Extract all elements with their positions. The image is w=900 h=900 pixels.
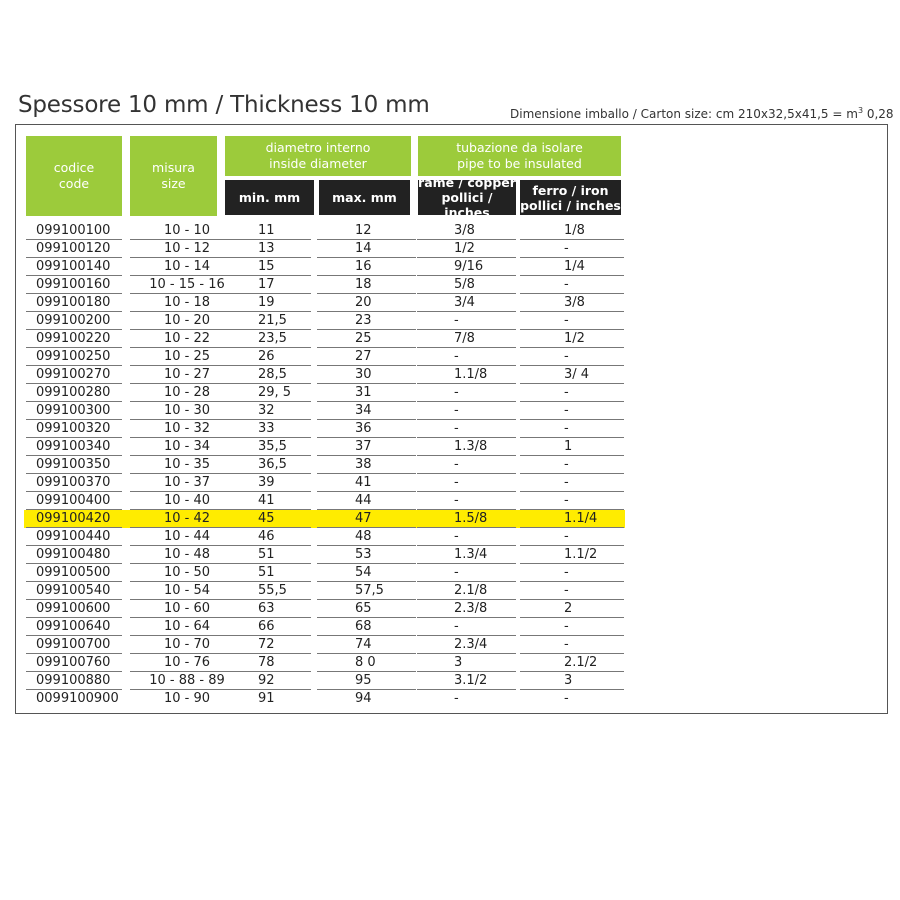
cell-min: 72 [225,636,311,654]
cell-max: 14 [317,240,416,258]
cell-size: 10 - 76 [130,654,244,672]
cell-code: 099100300 [26,402,122,420]
carton-size [510,106,894,121]
header-diameter-en: inside diameter [269,156,367,171]
cell-size: 10 - 54 [130,582,244,600]
cell-iron: - [520,528,624,546]
cell-min: 29, 5 [225,384,311,402]
table-body [26,222,626,708]
carton-size-prefix: Dimensione imballo / Carton size: cm 210x32,5x41,5 = m [510,107,858,121]
cell-min: 35,5 [225,438,311,456]
cell-min: 91 [258,691,275,706]
cell-max: 16 [317,258,416,276]
cell-code: 099100160 [26,276,122,294]
cell-max: 23 [317,312,416,330]
cell-code: 099100270 [26,366,122,384]
table-row [26,312,626,330]
cell-min: 28,5 [225,366,311,384]
cell-max: 38 [317,456,416,474]
cell-copper: 7/8 [417,330,516,348]
cell-code: 099100600 [26,600,122,618]
cell-copper: - [417,474,516,492]
cell-iron: - [520,276,624,294]
cell-copper: - [417,312,516,330]
cell-max: 68 [317,618,416,636]
cell-max: 18 [317,276,416,294]
table-row [26,510,626,528]
cell-size: 10 - 48 [130,546,244,564]
cell-iron: 3/8 [520,294,624,312]
cell-min: 23,5 [225,330,311,348]
cell-size: 10 - 28 [130,384,244,402]
cell-code: 099100120 [26,240,122,258]
cell-code: 099100500 [26,564,122,582]
cell-copper: 2.1/8 [417,582,516,600]
cell-iron: - [520,582,624,600]
cell-copper: - [417,492,516,510]
cell-size: 10 - 25 [130,348,244,366]
cell-max: 37 [317,438,416,456]
cell-max: 95 [317,672,416,690]
cell-max: 65 [317,600,416,618]
table-row [26,276,626,294]
cell-min: 32 [225,402,311,420]
header-iron-2: pollici / inches [520,197,621,213]
header-copper-2: pollici / inches [441,190,493,220]
cell-code: 099100200 [26,312,122,330]
cell-min: 46 [225,528,311,546]
cell-size: 10 - 20 [130,312,244,330]
cell-iron: 3/ 4 [520,366,624,384]
cell-code: 099100760 [26,654,122,672]
cell-code: 099100280 [26,384,122,402]
table-row [26,690,626,708]
cell-code: 099100400 [26,492,122,510]
cell-size: 10 - 64 [130,618,244,636]
cell-min: 13 [225,240,311,258]
header-size-en: size [161,176,186,191]
header-iron [520,180,621,215]
cell-min: 26 [225,348,311,366]
table-row [26,330,626,348]
cell-copper: - [417,384,516,402]
cell-copper: 1.3/8 [417,438,516,456]
cell-code: 099100440 [26,528,122,546]
cell-copper: 3.1/2 [417,672,516,690]
table-row [26,654,626,672]
cell-size: 10 - 37 [130,474,244,492]
cell-max: 30 [317,366,416,384]
page-title: Spessore 10 mm / Thickness 10 mm [18,92,430,118]
cell-iron: 1/4 [520,258,624,276]
cell-min: 39 [225,474,311,492]
cell-copper: 3 [417,654,516,672]
cell-max: 74 [317,636,416,654]
carton-size-value: 0,28 [863,107,894,121]
cell-code: 0099100900 [36,691,119,706]
cell-size: 10 - 42 [130,510,244,528]
cell-code: 099100700 [26,636,122,654]
header-min: min. mm [225,180,314,215]
table-row [26,528,626,546]
cell-iron: - [520,420,624,438]
cell-copper: - [417,348,516,366]
cell-max: 31 [317,384,416,402]
cell-min: 45 [225,510,311,528]
header-code-it: codice [53,160,95,175]
cell-copper: 5/8 [417,276,516,294]
cell-code: 099100250 [26,348,122,366]
cell-copper: - [417,420,516,438]
cell-iron: 1 [520,438,624,456]
cell-min: 41 [225,492,311,510]
table-row [26,600,626,618]
header-inside-diameter [225,136,411,176]
cell-copper: 1.1/8 [417,366,516,384]
cell-iron: 3 [520,672,624,690]
cell-iron: - [520,456,624,474]
cell-size: 10 - 88 - 89 [130,672,244,690]
table-row [26,384,626,402]
cell-min: 15 [225,258,311,276]
cell-code: 099100370 [26,474,122,492]
cell-max: 34 [317,402,416,420]
cell-copper: 3/8 [417,222,516,240]
cell-min: 63 [225,600,311,618]
cell-copper: - [417,618,516,636]
table-row [26,546,626,564]
table-row [26,438,626,456]
cell-min: 21,5 [225,312,311,330]
cell-min: 92 [225,672,311,690]
table-row [26,456,626,474]
header-size [130,136,217,216]
header-max: max. mm [319,180,410,215]
cell-max: 8 0 [317,654,416,672]
header-iron-1: ferro / iron [532,182,609,198]
header-copper [418,175,516,220]
table-row [26,618,626,636]
cell-iron: - [520,492,624,510]
cell-copper: - [417,402,516,420]
table-row [26,366,626,384]
cell-size: 10 - 44 [130,528,244,546]
cell-max: 44 [317,492,416,510]
cell-max: 57,5 [317,582,416,600]
header-size-it: misura [152,160,195,175]
cell-min: 33 [225,420,311,438]
cell-size: 10 - 90 [163,691,211,706]
cell-min: 51 [225,546,311,564]
cell-iron: - [520,564,624,582]
cell-min: 17 [225,276,311,294]
cell-min: 78 [225,654,311,672]
cell-size: 10 - 50 [130,564,244,582]
cell-max: 27 [317,348,416,366]
table-row [26,492,626,510]
table-row [26,348,626,366]
cell-size: 10 - 35 [130,456,244,474]
cell-code: 099100480 [26,546,122,564]
cell-code: 099100350 [26,456,122,474]
cell-code: 099100220 [26,330,122,348]
cell-copper: 1.5/8 [417,510,516,528]
table-row [26,672,626,690]
cell-max: 54 [317,564,416,582]
cell-max: 20 [317,294,416,312]
cell-size: 10 - 34 [130,438,244,456]
cell-iron: 1/8 [520,222,624,240]
cell-iron: 1/2 [520,330,624,348]
cell-copper: 1.3/4 [417,546,516,564]
table-row [26,294,626,312]
cell-size: 10 - 14 [130,258,244,276]
cell-code: 099100140 [26,258,122,276]
header-code [26,136,122,216]
cell-min: 36,5 [225,456,311,474]
cell-copper: - [417,564,516,582]
cell-code: 099100180 [26,294,122,312]
table-row [26,402,626,420]
cell-copper: 2.3/8 [417,600,516,618]
table-row [26,420,626,438]
table-row [26,222,626,240]
table-row [26,564,626,582]
table-row [26,636,626,654]
cell-code: 099100420 [26,510,122,528]
cell-copper: 9/16 [417,258,516,276]
cell-copper: 2.3/4 [417,636,516,654]
cell-min: 55,5 [225,582,311,600]
cell-size: 10 - 60 [130,600,244,618]
cell-copper: - [417,456,516,474]
cell-max: 47 [317,510,416,528]
cell-size: 10 - 12 [130,240,244,258]
cell-iron: - [520,312,624,330]
cell-max: 12 [317,222,416,240]
cell-copper: - [454,691,459,706]
cell-size: 10 - 10 [130,222,244,240]
cell-size: 10 - 70 [130,636,244,654]
cell-copper: - [417,528,516,546]
cell-iron: - [520,402,624,420]
header-code-en: code [58,176,90,191]
header-pipe [418,136,621,176]
cell-iron: 1.1/4 [520,510,624,528]
cell-copper: 3/4 [417,294,516,312]
cell-size: 10 - 22 [130,330,244,348]
cell-code: 099100100 [26,222,122,240]
cell-min: 66 [225,618,311,636]
table-row [26,258,626,276]
cell-min: 19 [225,294,311,312]
cell-copper: 1/2 [417,240,516,258]
cell-code: 099100540 [26,582,122,600]
cell-iron: 1.1/2 [520,546,624,564]
cell-iron: 2.1/2 [520,654,624,672]
cell-size: 10 - 18 [130,294,244,312]
header-pipe-en: pipe to be insulated [457,156,582,171]
cell-max: 36 [317,420,416,438]
cell-size: 10 - 15 - 16 [130,276,244,294]
cell-iron: - [520,348,624,366]
header-pipe-it: tubazione da isolare [456,140,583,155]
cell-max: 25 [317,330,416,348]
cell-code: 099100320 [26,420,122,438]
cell-iron: - [520,636,624,654]
carton-size-exponent: 3 [857,106,864,115]
cell-code: 099100880 [26,672,122,690]
cell-size: 10 - 32 [130,420,244,438]
header-diameter-it: diametro interno [265,140,371,155]
cell-size: 10 - 27 [130,366,244,384]
cell-max: 94 [355,691,372,706]
cell-size: 10 - 40 [130,492,244,510]
cell-min: 11 [225,222,311,240]
cell-max: 48 [317,528,416,546]
cell-max: 41 [317,474,416,492]
cell-size: 10 - 30 [130,402,244,420]
cell-iron: - [564,691,569,706]
cell-iron: 2 [520,600,624,618]
table-row [26,474,626,492]
cell-max: 53 [317,546,416,564]
cell-code: 099100340 [26,438,122,456]
cell-iron: - [520,240,624,258]
cell-code: 099100640 [26,618,122,636]
header-copper-1: rame / copper [418,175,516,190]
table-row [26,582,626,600]
cell-iron: - [520,384,624,402]
table-row [26,240,626,258]
cell-min: 51 [225,564,311,582]
cell-iron: - [520,474,624,492]
cell-iron: - [520,618,624,636]
